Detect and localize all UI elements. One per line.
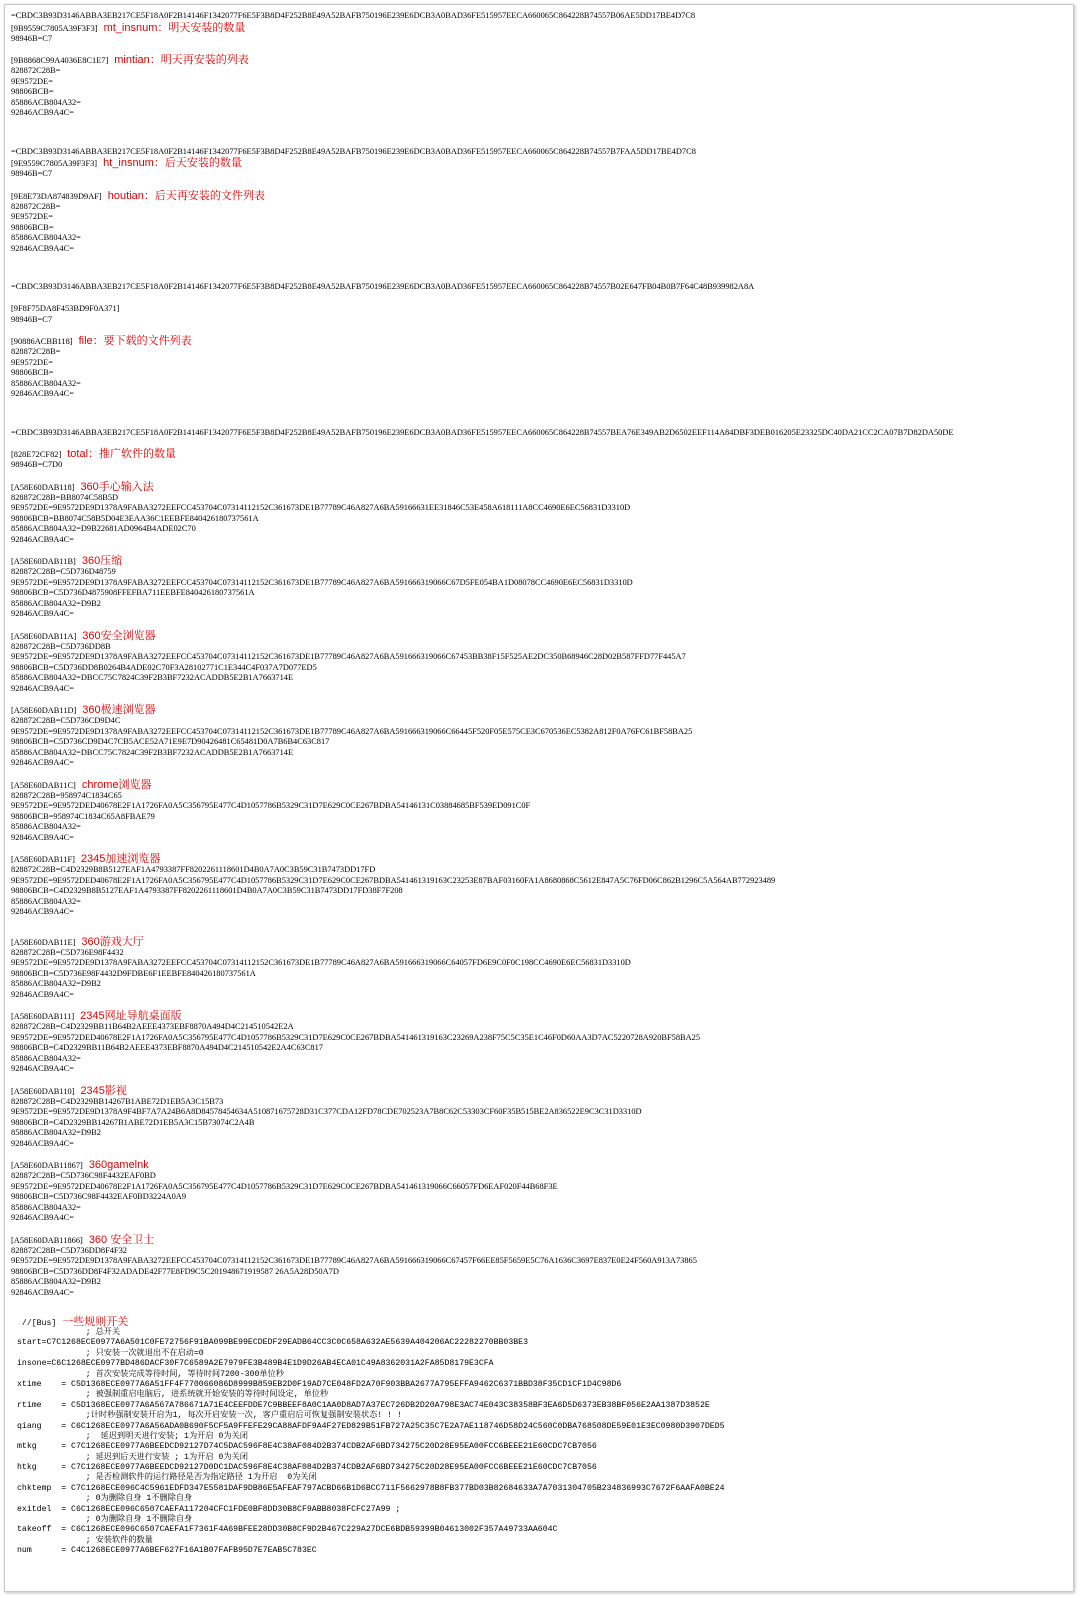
config-line	[11, 673, 1065, 684]
section-key: [A58E60DAB110]	[11, 1086, 75, 1096]
blank-line	[11, 180, 1065, 190]
config-line	[17, 1359, 1071, 1369]
line-text: 98806BCB=BB8074C58B5D04E3EAA36C1EEBFE840426180737561A	[11, 513, 259, 523]
config-line	[11, 66, 1065, 77]
annotation-note: 360压缩	[81, 555, 123, 567]
blank-line	[11, 400, 1065, 428]
annotation-note: 2345网址导航桌面版	[80, 1010, 182, 1022]
line-text: =CBDC3B93D3146ABBA3EB217CE5F18A0F2B14146F1342077F6E5F3B8D4F252B8E49A52BAFB750196E239E6DCB3A0BAD36FE515957EECA660065C864228B74557B02E647FB04B0B7F64C48B939982A8A	[11, 282, 755, 291]
line-text: =CBDC3B93D3146ABBA3EB217CE5F18A0F2B14146F1342077F6E5F3B8D4F252B8E49A52BAFB750196E239E6DCB3A0BAD36FE515957EECA660065C864228B74557B06AE5DD17BE4D7C8	[11, 11, 696, 20]
config-line	[17, 1338, 1071, 1348]
annotation-note: 360gamelnk	[88, 1159, 149, 1171]
line-text: ;计时秒强制安装开启为1, 每次开启安装一次, 客户重启后可恢复强制安装状态! ! !	[17, 1411, 402, 1421]
config-line	[11, 1043, 1065, 1054]
line-text: rtime = C5D1368ECE0977A6A567A786671A71E4CEEFDDE7C9BBEEF8A0C1AA0D8AD7A37EC726DB2D20A798E3AC74E043C38358BF3EA6D5D6373EB38BF056E2AA1387D3852E	[17, 1400, 710, 1410]
config-line	[11, 652, 1065, 663]
config-line	[11, 147, 1065, 158]
line-text: 828872C28B=	[11, 347, 61, 356]
blank-line	[11, 769, 1065, 779]
config-line	[11, 588, 1065, 599]
section-key: [9F8F75DA8F453BD9F0A371]	[11, 303, 120, 313]
line-text: 9E9572DE=9E9572DED40678E2F1A1726FA0A5C356795E477C4D1057786B5329C31D7E629C0CE267BDBA54146131C03884685BF539ED091C0F	[11, 801, 531, 810]
config-line	[17, 1380, 1071, 1390]
line-text: 85886ACB804A32=	[11, 97, 81, 107]
line-text: ; 是否检测软件的运行路径是否为指定路径 1为开启 0为关闭	[17, 1473, 317, 1483]
line-text: htkg = C7C1268ECE0977A6BEEDCD92127D0DC1DAC596F8E4C38AF084D2B374CDB2AF6BD734275C20D28E95EA00FCC6BEEE21E60CDC7CB7056	[17, 1463, 597, 1473]
line-text: 9E9572DE=9E9572DED40678E2F1A1726FA0A5C356795E477C4D1057786B5329C31D7E629C0CE267BDBA541461319066C66057FD6EAF020F44B68F3E	[11, 1181, 558, 1191]
annotation-note: 360安全浏览器	[82, 629, 156, 642]
section-key: [A58E60DAB11A]	[11, 631, 77, 641]
annotation-note: houtian：后天再安装的文件列表	[107, 189, 265, 202]
section-key: [828E72CF82]	[11, 450, 62, 459]
line-text: ; 首次安装完成等待时间, 等待时间7200-300单位秒	[17, 1369, 284, 1379]
line-text: 9E9572DE=	[11, 76, 53, 86]
section-header	[11, 853, 1065, 865]
section-key: [A58E60DAB11D]	[11, 706, 77, 715]
line-text: 98806BCB=C5D736DD8F4F32ADADE42F77E8FD9C5C201948671919587 26A5A28D50A7D	[11, 1266, 339, 1276]
config-line	[11, 11, 1065, 22]
line-text: insone=C6C1268ECE0977BD486DACF30F7C6589A2E7979FE3B489B4E1D9D26AB4ECA01C49A8362031A2FA85D8179E3CFA	[17, 1359, 494, 1369]
line-text: 98946B=C7	[11, 314, 53, 324]
config-line	[11, 948, 1065, 959]
line-text: 828872C28B=C5D736CD9D4C	[11, 716, 121, 725]
annotation-note: file：要下载的文件列表	[78, 335, 192, 347]
blank-line	[11, 471, 1065, 481]
section-key: [A58E60DAB11C]	[11, 780, 76, 790]
line-text: 9E9572DE=	[11, 212, 53, 221]
section-header	[11, 779, 1065, 791]
config-line	[11, 77, 1065, 88]
blank-line	[11, 1075, 1065, 1085]
line-text: 98806BCB=C4D2329BB11B64B2AEEE4373EBF8870A494D4C214510542E2A4C63C817	[11, 1043, 323, 1052]
config-line	[17, 1442, 1071, 1452]
config-line	[11, 876, 1065, 887]
line-text: 828872C28B=C5D736E98F4432	[11, 947, 124, 957]
config-line	[17, 1536, 1071, 1546]
line-text: 9E9572DE=9E9572DE9D1378A9FABA3272EEFCC453704C07314112152C361673DE1B77789C46A827A6BA591666319066C67D5FE054BA1D08078CC4690E6EC56831D3310D	[11, 577, 633, 587]
line-text: 98806BCB=C4D2329BB14267B1ABE72D1EB5A3C15B73074C2A4B	[11, 1117, 255, 1127]
section-header	[11, 936, 1065, 948]
config-line	[11, 758, 1065, 769]
config-line	[17, 1484, 1071, 1494]
config-line	[11, 1246, 1065, 1257]
annotation-note: 一些规则开关	[62, 1316, 129, 1328]
line-text: 92846ACB9A4C=	[11, 1064, 74, 1073]
config-line	[17, 1515, 1071, 1525]
section-header	[17, 1316, 1071, 1328]
line-text: ; 延迟到后天进行安装 ; 1为开启 0为关闭	[17, 1452, 248, 1462]
line-text: 828872C28B=C4D2329BB14267B1ABE72D1EB5A3C15B73	[11, 1096, 224, 1106]
config-line	[11, 1107, 1065, 1118]
section-header	[11, 630, 1065, 642]
line-text: 92846ACB9A4C=	[11, 609, 74, 618]
line-text: =CBDC3B93D3146ABBA3EB217CE5F18A0F2B14146F1342077F6E5F3B8D4F252B8E49A52BAFB750196E239E6DCB3A0BAD36FE515957EECA660065C864228B74557B7FAA5DD17BE4D7C8	[11, 146, 696, 156]
section-header	[11, 555, 1065, 567]
line-text: 9E9572DE=9E9572DED40678E2F1A1726FA0A5C356795E477C4D1057786B5329C31D7E629C0CE267BDBA541461319163C23253E87BAF03160FA1A8680868C5612E847A5C76FD06C862B1296C5A564AB772923489	[11, 875, 776, 885]
line-text: 85886ACB804A32=DBCC75C7824C39F2B3BF7232ACADDB5E2B1A7663714E	[11, 673, 294, 682]
line-text: 9E9572DE=9E9572DE9D1378A9F4BF7A7A24B6A8D84578454634A510871675728D31C377CDA12FD78CDE702523A7B8C62C53303CF60F35B515BE2A836522E9C3C31D3310D	[11, 1107, 642, 1116]
line-text: 85886ACB804A32=D9B2	[11, 598, 101, 608]
config-line	[11, 822, 1065, 833]
section-header	[11, 481, 1065, 493]
line-text: chktemp = C7C1268ECE096C4C5961EDFD347E5581DAF9DB86E5AFEAF797ACBD66B1D6BCC711F5662978B8FB377BD03B82684633A7A7031304705B234836993C7672F6AAFA0BE24	[17, 1483, 725, 1493]
annotation-note: ht_insnum：后天安装的数量	[103, 157, 242, 169]
section-key: [9B8868C99A4036E8C1E7]	[11, 56, 109, 65]
config-line	[11, 1097, 1065, 1108]
section-key: [A58E60DAB11F]	[11, 855, 75, 864]
config-line	[11, 727, 1065, 738]
config-line	[11, 865, 1065, 876]
config-line	[11, 108, 1065, 119]
blank-line	[11, 694, 1065, 704]
config-line	[11, 282, 1065, 293]
config-line	[11, 969, 1065, 980]
config-line	[17, 1328, 1071, 1338]
line-text: 98806BCB=C4D2329B8B5127EAF1A4793387FF8202261118601D4B0A7A0C3B59C31B7473DD17FD38F7F208	[11, 886, 403, 895]
config-line	[11, 389, 1065, 400]
line-text: 9E9572DE=9E9572DE9D1378A9FABA3272EEFCC453704C07314112152C361673DE1B77789C46A827A6BA591666319066C67457F66EE85F5659E5C76A1636C3697E837E0E24F560A913A73865	[11, 1256, 697, 1265]
config-line	[11, 169, 1065, 180]
config-line	[11, 663, 1065, 674]
line-text: 828872C28B=BB8074C58B5D	[11, 492, 119, 502]
line-text: 98946B=C7	[11, 33, 53, 43]
config-line	[17, 1390, 1071, 1400]
document-frame	[4, 4, 1074, 1592]
line-text: 92846ACB9A4C=	[11, 243, 74, 253]
config-line	[11, 1128, 1065, 1139]
line-text: 85886ACB804A32=	[11, 896, 81, 906]
config-line	[11, 1022, 1065, 1033]
line-text: 85886ACB804A32=	[11, 1202, 81, 1212]
config-line	[11, 202, 1065, 213]
config-line	[17, 1422, 1071, 1432]
line-text: 828872C28B=C5D736DD8F4F32	[11, 1245, 127, 1255]
config-line	[11, 315, 1065, 326]
annotation-note: 360游戏大厅	[81, 935, 144, 948]
line-text: 98946B=C7	[11, 169, 53, 178]
annotation-note: 360极速浏览器	[82, 704, 156, 716]
annotation-note: 360手心输入法	[80, 480, 154, 493]
config-line	[17, 1370, 1071, 1380]
config-line	[17, 1546, 1071, 1556]
line-text: mtkg = C7C1268ECE0977A6BEEDCD92127D74C5DAC596F8E4C38AF084D2B374CDB2AF6BD734275C20D28E95EA00FCC6BEEE21E60CDC7CB7056	[17, 1442, 597, 1452]
annotation-note: 2345加速浏览器	[80, 853, 161, 865]
config-line	[11, 347, 1065, 358]
config-line	[11, 1139, 1065, 1150]
line-text: ; 只安装一次就退出不在启动=0	[17, 1348, 204, 1358]
line-text: 92846ACB9A4C=	[11, 389, 74, 398]
line-text: 828872C28B=C4D2329B8B5127EAF1A4793387FF8202261118601D4B0A7A0C3B59C31B7473DD17FD	[11, 865, 376, 874]
config-line	[11, 990, 1065, 1001]
config-line	[11, 358, 1065, 369]
line-text: 98806BCB=	[11, 368, 54, 377]
config-line	[17, 1432, 1071, 1442]
line-text: =CBDC3B93D3146ABBA3EB217CE5F18A0F2B14146F1342077F6E5F3B8D4F252B8E49A52BAFB750196E239E6DCB3A0BAD36FE515957EECA660065C864228B74557BEA76E349AB2D6502EEF114A84DBF3DEB016205E23325DC40DA21CC2CA07B7D82DA50DE	[11, 427, 954, 437]
line-text: 85886ACB804A32=	[11, 822, 81, 831]
config-line	[17, 1453, 1071, 1463]
config-line	[11, 87, 1065, 98]
line-text: 828872C28B=C5D736C98F4432EAF0BD	[11, 1171, 156, 1180]
line-text: 85886ACB804A32=D9B2	[11, 1277, 101, 1286]
line-text: 92846ACB9A4C=	[11, 832, 74, 842]
config-line	[11, 503, 1065, 514]
config-text	[11, 11, 1065, 1298]
config-line	[11, 642, 1065, 653]
config-line	[11, 684, 1065, 695]
config-line	[11, 98, 1065, 109]
section-header	[11, 448, 1065, 460]
config-line	[11, 1192, 1065, 1203]
line-text: 828872C28B=C4D2329BB11B64B2AEEE4373EBF8870A494D4C214510542E2A	[11, 1022, 294, 1031]
line-text: xtime = C5D1368ECE0977A6A51FF4F770066086D8999B859EB2D0F19AD7CE048FD2A70F903BBA2677A795EFFA9462C6371BBD38F35CD1CF1D4C98D6	[17, 1379, 622, 1389]
config-line	[11, 1171, 1065, 1182]
section-key: [A58E60DAB11867]	[11, 1161, 83, 1170]
config-line	[11, 748, 1065, 759]
line-text: 9E9572DE=9E9572DED40678E2F1A1726FA0A5C356795E477C4D1057786B5329C31D7E629C0CE267BDBA541461319163C23269A238F75C5C35E1C46F0D60AA3D7AC5220728A920BF58BA25	[11, 1032, 701, 1042]
config-line	[11, 1203, 1065, 1214]
line-text: 92846ACB9A4C=	[11, 683, 74, 693]
line-text: ; 0为删除自身 1不删除自身	[17, 1494, 193, 1504]
line-text: 85886ACB804A32=D9B22681AD0964B4ADE02C70	[11, 524, 196, 533]
config-line	[11, 1054, 1065, 1065]
line-text: 92846ACB9A4C=	[11, 907, 74, 916]
config-line	[11, 609, 1065, 620]
config-line	[11, 812, 1065, 823]
config-line	[11, 791, 1065, 802]
line-text: 92846ACB9A4C=	[11, 1213, 74, 1222]
config-line	[11, 1118, 1065, 1129]
line-text: 9E9572DE=9E9572DE9D1378A9FABA3272EEFCC453704C07314112152C361673DE1B77789C46A827A6BA591666319066C67453BB38F15F525AE2DC350B68946C28D02B587FFD77F445A7	[11, 652, 686, 661]
line-text: 9E9572DE=9E9572DE9D1378A9FABA3272EEFCC453704C07314112152C361673DE1B77789C46A827A6BA59166631EE31846C53E458A618111A8CC4690E6EC56831D3310D	[11, 503, 631, 512]
line-text: 92846ACB9A4C=	[11, 989, 74, 999]
section-header	[11, 1159, 1065, 1171]
config-line	[11, 578, 1065, 589]
line-text: 98806BCB=C5D736D4875908FFEFBA711EEBFE840426180737561A	[11, 588, 255, 597]
section-key: [A58E60DAB111]	[11, 1012, 75, 1021]
config-line	[11, 886, 1065, 897]
section-key: //[Bus]	[17, 1319, 57, 1328]
config-line	[17, 1463, 1071, 1473]
section-key: [A58E60DAB118]	[11, 482, 75, 492]
section-key: [90886ACBB118]	[11, 337, 73, 346]
config-line	[17, 1473, 1071, 1483]
annotation-note: 2345影视	[80, 1084, 127, 1097]
line-text: ; 0为删除自身 1不删除自身	[17, 1515, 193, 1525]
config-line	[11, 379, 1065, 390]
config-line	[11, 1256, 1065, 1267]
section-header	[11, 54, 1065, 66]
line-text: 92846ACB9A4C=	[11, 534, 74, 544]
line-text: 85886ACB804A32=	[11, 378, 81, 388]
line-text: ; 总开关	[17, 1328, 121, 1337]
blank-line	[11, 325, 1065, 335]
line-text: 98806BCB=	[11, 222, 54, 232]
config-line	[11, 958, 1065, 969]
blank-line	[11, 843, 1065, 853]
config-line	[11, 1277, 1065, 1288]
line-text: 98946B=C7D0	[11, 460, 63, 469]
config-line	[11, 716, 1065, 727]
annotation-note: mt_insnum：明天安装的数量	[103, 21, 246, 34]
line-text: 98806BCB=C5D736E98F4432D9FDBE6F1EEBFE840426180737561A	[11, 968, 256, 978]
config-line	[11, 737, 1065, 748]
config-line	[17, 1525, 1071, 1535]
bus-section	[17, 1316, 1071, 1557]
config-line	[11, 897, 1065, 908]
section-header	[11, 22, 1065, 34]
section-header	[11, 157, 1065, 169]
line-text: ; 被强制重启电脑后, 进系统就开始安装的等待时间设定, 单位秒	[17, 1390, 329, 1400]
line-text: 828872C28B=C5D736D48759	[11, 567, 116, 576]
blank-line	[11, 293, 1065, 303]
line-text: 92846ACB9A4C=	[11, 1287, 74, 1297]
config-line	[11, 535, 1065, 546]
blank-line	[11, 545, 1065, 555]
line-text: 9E9572DE=9E9572DE9D1378A9FABA3272EEFCC453704C07314112152C361673DE1B77789C46A827A6BA591666319066C66445F520F05E575CE3C670536EC5382A812F0A76FC61BF58BA25	[11, 726, 693, 736]
section-header	[11, 303, 1065, 315]
line-text: num = C4C1268ECE0977A6BEF627F16A1B07FAFB95D7E7EAB5C783EC	[17, 1546, 317, 1556]
section-header	[11, 1085, 1065, 1097]
section-key: [A58E60DAB11866]	[11, 1235, 83, 1245]
config-line	[11, 1213, 1065, 1224]
config-line	[11, 524, 1065, 535]
section-header	[11, 1010, 1065, 1022]
line-text: 85886ACB804A32=	[11, 233, 81, 242]
config-line	[11, 514, 1065, 525]
config-line	[11, 428, 1065, 439]
config-line	[11, 979, 1065, 990]
line-text: ; 安装软件的数量	[17, 1535, 153, 1545]
line-text: 98806BCB=958974C1834C65A8FBAE79	[11, 811, 155, 821]
config-line	[11, 1182, 1065, 1193]
line-text: ; 延迟到明天进行安装; 1为开启 0为关闭	[17, 1431, 248, 1441]
section-header	[11, 704, 1065, 716]
line-text: 92846ACB9A4C=	[11, 1138, 74, 1148]
config-line	[17, 1411, 1071, 1421]
config-line	[11, 801, 1065, 812]
config-line	[11, 599, 1065, 610]
blank-line	[11, 438, 1065, 448]
config-line	[11, 244, 1065, 255]
blank-line	[11, 1000, 1065, 1010]
line-text: 828872C28B=	[11, 66, 61, 75]
line-text: 828872C28B=	[11, 201, 61, 211]
line-text: 85886ACB804A32=	[11, 1053, 81, 1063]
section-header	[11, 335, 1065, 347]
section-header	[11, 190, 1065, 202]
section-key: [A58E60DAB11E]	[11, 937, 76, 947]
config-line	[11, 212, 1065, 223]
config-line	[11, 1064, 1065, 1075]
section-header	[11, 1234, 1065, 1246]
section-key: [9E8E73DA874839D9AF]	[11, 191, 102, 201]
config-line	[17, 1494, 1071, 1504]
config-line	[11, 567, 1065, 578]
blank-line	[11, 620, 1065, 630]
line-text: exitdel = C6C1268ECE096C6507CAEFA117204CFC1FDE0BF8DD30B8CF9ABB8038FCFC27A99 ;	[17, 1504, 401, 1514]
config-line	[11, 233, 1065, 244]
line-text: 98806BCB=C5D736C98F4432EAF0BD3224A0A9	[11, 1192, 187, 1201]
blank-line	[11, 1149, 1065, 1159]
config-line	[11, 493, 1065, 504]
line-text: 92846ACB9A4C=	[11, 108, 74, 117]
line-text: 828872C28B=C5D736DD8B	[11, 641, 111, 651]
line-text: 98806BCB=C5D736DD8B0264B4ADE02C70F3A28102771C1E344C4F037A7D077ED5	[11, 662, 317, 672]
blank-line	[11, 44, 1065, 54]
section-key: [9B9559C7805A39F3F3]	[11, 23, 98, 33]
config-line	[11, 907, 1065, 918]
blank-line	[11, 1224, 1065, 1234]
line-text: 85886ACB804A32=D9B2	[11, 1128, 101, 1137]
config-line	[11, 833, 1065, 844]
line-text: 98806BCB=C5D736CD9D4C7CB5ACE52A71E9E7D90426481C65481D0A7B6B4C63C817	[11, 737, 330, 746]
annotation-note: 360 安全卫士	[88, 1233, 155, 1246]
config-line	[17, 1505, 1071, 1515]
config-line	[11, 34, 1065, 45]
blank-line	[11, 918, 1065, 936]
line-text: 85886ACB804A32=DBCC75C7824C39F2B3BF7232ACADDB5E2B1A7663714E	[11, 747, 294, 757]
blank-line	[11, 119, 1065, 147]
line-text: start=C7C1268ECE0977A6A501C0FE72756F91BA099BE99ECDEDF29EADB64CC3C0C658A632AE5639A404206AC22282270BB03BE3	[17, 1338, 528, 1348]
config-line	[17, 1401, 1071, 1411]
line-text: 85886ACB804A32=D9B2	[11, 979, 101, 988]
annotation-note: mintian：明天再安装的列表	[114, 54, 249, 66]
config-line	[11, 1288, 1065, 1299]
line-text: 9E9572DE=9E9572DE9D1378A9FABA3272EEFCC453704C07314112152C361673DE1B77789C46A827A6BA591666319066C64057FD6E9C0F0C198CC4690E6EC56831D3310D	[11, 958, 631, 967]
section-key: [A58E60DAB11B]	[11, 557, 76, 566]
annotation-note: total：推广软件的数量	[67, 448, 177, 460]
line-text: 98806BCB=	[11, 87, 54, 96]
line-text: 828872C28B=958974C1834C65	[11, 790, 122, 800]
blank-line	[11, 254, 1065, 282]
annotation-note: chrome浏览器	[81, 778, 152, 791]
line-text: takeoff = C6C1268ECE096C6507CAEFA1F7361F4A69BFEE28DD30B8CF9D2B467C229A27DCE6BDB59399B04613002F357A49733AA604C	[17, 1525, 558, 1535]
config-line	[11, 460, 1065, 471]
config-line	[17, 1349, 1071, 1359]
config-line	[11, 1267, 1065, 1278]
line-text: qiang = C6C1268ECE0977A6A56ADA0B690F5CF5A9FFEFE29CA88AFDF9A4F27ED829B51FB727A25C35C7E2A7AE118746D58D24C560C0DBA768508DE59E01E3EC0980D3907DED5	[17, 1421, 725, 1431]
config-line	[11, 368, 1065, 379]
config-line	[11, 1033, 1065, 1044]
line-text: 9E9572DE=	[11, 357, 53, 367]
config-line	[11, 223, 1065, 234]
line-text: 92846ACB9A4C=	[11, 758, 74, 767]
section-key: [9E9559C7805A39F3F3]	[11, 159, 98, 168]
